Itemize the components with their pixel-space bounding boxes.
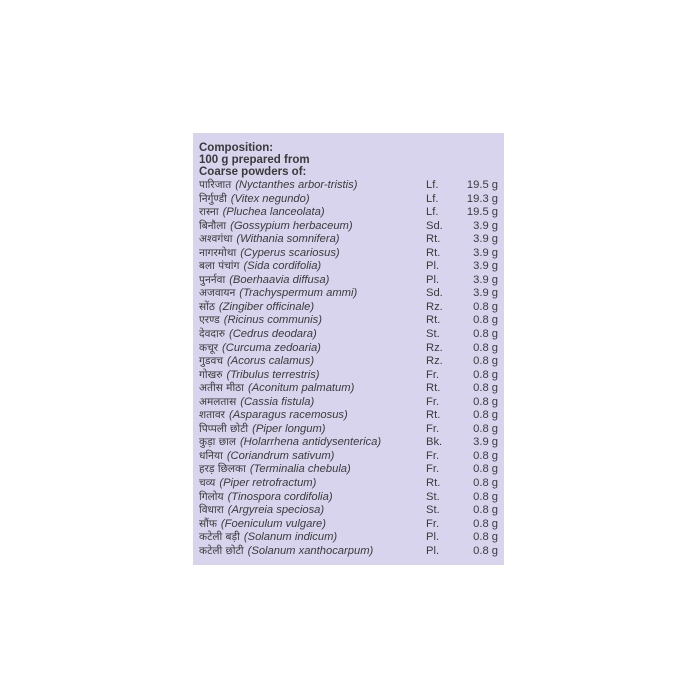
ingredient-quantity: 0.8 g (473, 368, 498, 381)
ingredient-row (199, 450, 498, 464)
ingredient-row (199, 314, 498, 328)
ingredient-plant-part: Fr. (426, 422, 440, 435)
ingredient-quantity: 19.5 g (466, 179, 498, 191)
ingredient-hindi-name: पिप्पली छोटी (199, 422, 249, 435)
ingredient-plant-part: Sd. (426, 287, 443, 300)
ingredient-quantity: 0.8 g (473, 504, 498, 517)
ingredient-row (199, 423, 498, 437)
ingredient-hindi-name: सोंठ (199, 300, 215, 313)
ingredient-botanical-name: (Sida cordifolia) (243, 260, 322, 273)
ingredient-botanical-name: (Foeniculum vulgare) (220, 517, 327, 530)
ingredient-botanical-name: (Acorus calamus) (227, 355, 315, 368)
ingredient-hindi-name: गिलोय (199, 490, 224, 503)
ingredient-quantity: 19.3 g (466, 192, 498, 205)
ingredient-quantity: 3.9 g (473, 260, 498, 273)
ingredient-botanical-name: (Terminalia chebula) (249, 463, 351, 476)
ingredient-plant-part: Rt. (426, 246, 441, 259)
ingredient-quantity: 0.8 g (473, 355, 498, 368)
ingredient-botanical-name: (Cassia fistula) (240, 395, 315, 408)
ingredient-hindi-name: रास्ना (199, 206, 219, 219)
ingredient-quantity: 0.8 g (473, 300, 498, 313)
ingredient-quantity: 19.5 g (466, 206, 498, 219)
ingredient-hindi-name: बला पंचांग (199, 260, 240, 273)
ingredient-plant-part: Pl. (426, 273, 440, 286)
ingredient-plant-part: Rz. (426, 300, 443, 313)
ingredient-hindi-name: बिनौला (199, 219, 227, 232)
ingredient-plant-part: Rt. (426, 409, 441, 422)
ingredient-plant-part: Lf. (426, 179, 439, 191)
ingredient-plant-part: Fr. (426, 449, 440, 462)
ingredient-row (199, 531, 498, 545)
ingredient-hindi-name: पारिजात (199, 179, 232, 191)
ingredient-plant-part: St. (426, 490, 440, 503)
ingredient-quantity: 3.9 g (473, 233, 498, 246)
ingredient-botanical-name: (Withania somnifera) (236, 233, 340, 246)
ingredient-botanical-name: (Coriandrum sativum) (226, 449, 335, 462)
ingredient-hindi-name: कुड़ा छाल (199, 436, 236, 449)
ingredient-botanical-name: (Piper retrofractum) (219, 477, 317, 490)
ingredient-botanical-name: (Solanum xanthocarpum) (247, 544, 374, 557)
ingredient-hindi-name: अमलतास (199, 395, 237, 408)
ingredient-hindi-name: कटेली छोटी (199, 544, 244, 557)
ingredient-plant-part: Rt. (426, 233, 441, 246)
ingredient-plant-part: Pl. (426, 260, 440, 273)
ingredient-row (199, 287, 498, 301)
ingredient-plant-part: Lf. (426, 206, 439, 219)
ingredient-hindi-name: हरड़ छिलका (199, 463, 246, 476)
ingredient-row (199, 504, 498, 518)
ingredient-hindi-name: एरण्ड (199, 314, 220, 327)
ingredient-row (199, 328, 498, 342)
ingredient-list (199, 179, 498, 558)
ingredient-hindi-name: कटेली बड़ी (199, 531, 240, 544)
ingredient-quantity: 0.8 g (473, 328, 498, 341)
ingredient-hindi-name: सौंफ (199, 517, 217, 530)
ingredient-hindi-name: कचूर (199, 341, 219, 354)
ingredient-quantity: 0.8 g (473, 395, 498, 408)
ingredient-hindi-name: गुडवच (199, 355, 224, 368)
ingredient-botanical-name: (Trachyspermum ammi) (239, 287, 358, 300)
composition-panel (193, 133, 504, 565)
ingredient-hindi-name: निर्गुण्डी (199, 192, 227, 205)
ingredient-plant-part: Pl. (426, 544, 440, 557)
ingredient-botanical-name: (Gossypium herbaceum) (230, 219, 353, 232)
ingredient-hindi-name: धनिया (199, 449, 223, 462)
ingredient-quantity: 0.8 g (473, 341, 498, 354)
ingredient-quantity: 0.8 g (473, 463, 498, 476)
ingredient-botanical-name: (Vitex negundo) (230, 192, 310, 205)
ingredient-hindi-name: अतीस मीठा (199, 382, 244, 395)
ingredient-botanical-name: (Holarrhena antidysenterica) (239, 436, 382, 449)
ingredient-botanical-name: (Aconitum palmatum) (247, 382, 355, 395)
ingredient-row (199, 518, 498, 532)
ingredient-botanical-name: (Piper longum) (252, 422, 326, 435)
ingredient-plant-part: Rt. (426, 477, 441, 490)
ingredient-quantity: 3.9 g (473, 246, 498, 259)
ingredient-hindi-name: अजवायन (199, 287, 236, 300)
ingredient-row (199, 382, 498, 396)
ingredient-hindi-name: देवदारु (199, 328, 225, 341)
composition-subheading: 100 g prepared from (199, 154, 310, 166)
ingredient-row (199, 491, 498, 505)
ingredient-quantity: 0.8 g (473, 544, 498, 557)
ingredient-row (199, 260, 498, 274)
ingredient-botanical-name: (Pluchea lanceolata) (222, 206, 325, 219)
ingredient-quantity: 0.8 g (473, 382, 498, 395)
ingredient-quantity: 0.8 g (473, 314, 498, 327)
ingredient-botanical-name: (Cyperus scariosus) (240, 246, 340, 259)
ingredient-hindi-name: नागरमोथा (199, 246, 237, 259)
composition-subheading-2: Coarse powders of: (199, 166, 307, 178)
ingredient-botanical-name: (Tribulus terrestris) (226, 368, 320, 381)
ingredient-plant-part: Rt. (426, 382, 441, 395)
ingredient-row (199, 179, 498, 193)
composition-heading: Composition: (199, 142, 274, 154)
ingredient-quantity: 0.8 g (473, 449, 498, 462)
ingredient-botanical-name: (Boerhaavia diffusa) (229, 273, 330, 286)
ingredient-row (199, 206, 498, 220)
ingredient-row (199, 409, 498, 423)
ingredient-plant-part: Sd. (426, 219, 443, 232)
ingredient-quantity: 3.9 g (473, 436, 498, 449)
ingredient-row (199, 396, 498, 410)
ingredient-botanical-name: (Nyctanthes arbor-tristis) (235, 179, 358, 191)
ingredient-row (199, 274, 498, 288)
ingredient-row (199, 463, 498, 477)
ingredient-plant-part: Fr. (426, 395, 440, 408)
ingredient-plant-part: Fr. (426, 463, 440, 476)
ingredient-botanical-name: (Asparagus racemosus) (228, 409, 348, 422)
ingredient-botanical-name: (Ricinus communis) (223, 314, 322, 327)
ingredient-hindi-name: गोखरु (199, 368, 223, 381)
ingredient-row (199, 301, 498, 315)
ingredient-row (199, 477, 498, 491)
ingredient-plant-part: St. (426, 328, 440, 341)
ingredient-botanical-name: (Solanum indicum) (243, 531, 338, 544)
ingredient-plant-part: St. (426, 504, 440, 517)
ingredient-hindi-name: शतावर (199, 409, 225, 422)
ingredient-hindi-name: पुनर्नवा (199, 273, 226, 286)
ingredient-row (199, 220, 498, 234)
ingredient-quantity: 0.8 g (473, 531, 498, 544)
ingredient-quantity: 3.9 g (473, 287, 498, 300)
ingredient-plant-part: Fr. (426, 517, 440, 530)
ingredient-row (199, 369, 498, 383)
ingredient-plant-part: Rz. (426, 341, 443, 354)
ingredient-botanical-name: (Curcuma zedoaria) (222, 341, 321, 354)
ingredient-plant-part: Pl. (426, 531, 440, 544)
ingredient-quantity: 0.8 g (473, 422, 498, 435)
ingredient-quantity: 0.8 g (473, 477, 498, 490)
ingredient-quantity: 0.8 g (473, 409, 498, 422)
ingredient-row (199, 355, 498, 369)
ingredient-quantity: 0.8 g (473, 517, 498, 530)
ingredient-botanical-name: (Argyreia speciosa) (227, 504, 325, 517)
ingredient-plant-part: Fr. (426, 368, 440, 381)
ingredient-hindi-name: विधारा (199, 504, 224, 517)
ingredient-hindi-name: चव्य (199, 477, 216, 490)
ingredient-hindi-name: अश्वगंधा (199, 233, 233, 246)
ingredient-row (199, 342, 498, 356)
ingredient-row (199, 193, 498, 207)
ingredient-row (199, 436, 498, 450)
ingredient-plant-part: Rz. (426, 355, 443, 368)
ingredient-quantity: 0.8 g (473, 490, 498, 503)
ingredient-botanical-name: (Tinospora cordifolia) (227, 490, 333, 503)
ingredient-row (199, 247, 498, 261)
ingredient-row (199, 545, 498, 559)
ingredient-quantity: 3.9 g (473, 273, 498, 286)
ingredient-botanical-name: (Cedrus deodara) (229, 328, 317, 341)
ingredient-plant-part: Lf. (426, 192, 439, 205)
ingredient-plant-part: Rt. (426, 314, 441, 327)
ingredient-plant-part: Bk. (426, 436, 443, 449)
ingredient-quantity: 3.9 g (473, 219, 498, 232)
ingredient-botanical-name: (Zingiber officinale) (218, 300, 315, 313)
ingredient-row (199, 233, 498, 247)
